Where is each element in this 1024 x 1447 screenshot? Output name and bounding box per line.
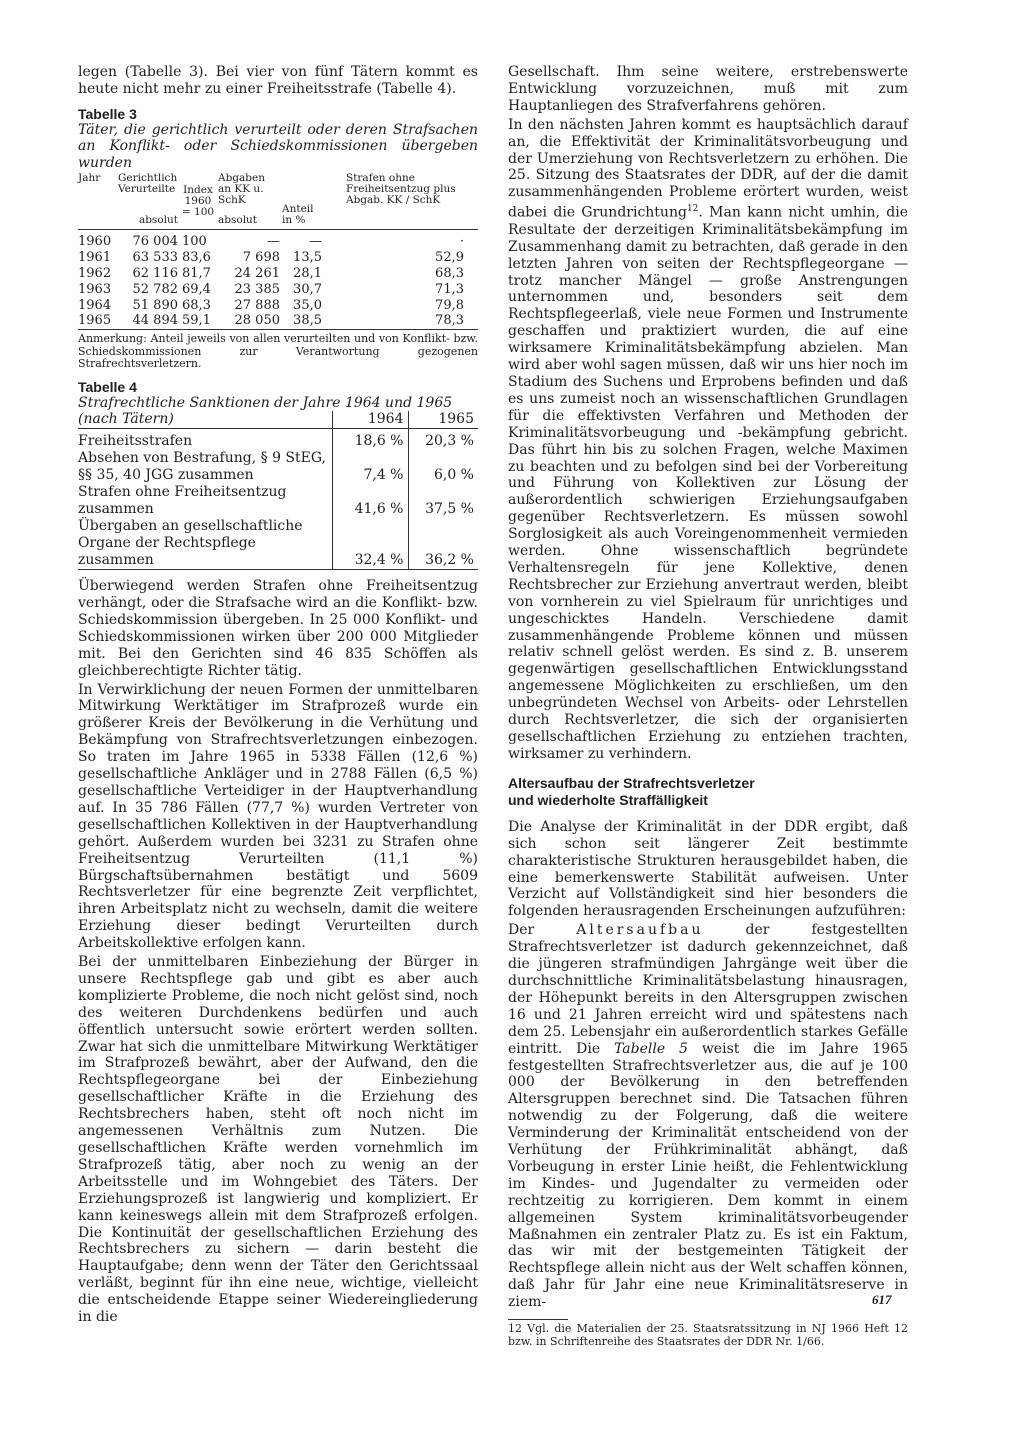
body-paragraph: In Verwirklichung der neuen Formen der unmittelbaren Mitwirkung Werktätiger im Strafprozeß wurde ein größerer Kreis der Bevölkerung in die Verhütung und Bekämpfung von Strafrechtsverletzungen einbezogen. So traten im Jahre 1965 in 5338 Fällen (12,6 %) gesellschaftliche Ankläger und in 2788 Fällen (6,5 %) gesellschaftliche Verteidiger in der Hauptverhandlung auf. In 35 786 Fällen (77,7 %) wurden Vertreter von gesellschaftlichen Kollektiven in der Hauptverhandlung gehört. Außerdem wurden bei 3231 zu Strafen ohne Freiheitsentzug Verurteilten (11,1 %) Bürgschaftsübernahmen bestätigt und 5609 Rechtsverletzer für eine begrenzte Zeit verpflichtet, ihren Arbeitsplatz nicht zu wechseln, damit die weitere Erziehung dieser bedingt Verurteilten durch Arbeitskollektive erfolgen kann.	[78, 681, 478, 952]
table3-cell: 23 385	[234, 281, 280, 297]
table3-cell: 78,3	[435, 313, 464, 329]
table4-header-row	[78, 411, 478, 429]
page-number: 617	[872, 1292, 892, 1307]
body-paragraph: Der Altersaufbau der festgestellten Strafrechtsverletzer ist dadurch gekennzeichnet, daß die jüngeren strafmündigen Jahrgänge weit über die durchschnittliche Kriminalitätsbelastung hinausragen, der Höhepunkt bereits in den Altersgruppen zwischen 16 und 21 Jahren erreicht wird und spätestens nach dem 25. Lebensjahr ein außerordentlich starkes Gefälle eintritt. Die Tabelle 5 weist die im Jahre 1965 festgestellten Strafrechtsverletzer aus, die auf je 100 000 der Bevölkerung in den betreffenden Altersgruppen berechnet sind. Die Tatsachen führen notwendig zu der Folgerung, daß die weitere Verminderung der Kriminalität entscheidend von der Verhütung der Frühkriminalität abhängt, daß Vorbeugung in erster Linie heißt, die Fehlentwicklung im Kindes- und Jugendalter zu vermeiden oder rechtzeitig zu korrigieren. Dem kommt in einem allgemeinen System kriminalitätsvorbeugender Maßnahmen ein zentraler Platz zu. Es ist ein Faktum, das wir mit der bestgemeinten Tätigkeit der Rechtspflege allein nicht aus der Welt schaffen können, daß Jahr für Jahr eine neue Kriminalitätsreserve in ziem-	[508, 922, 908, 1311]
table3-cell: 1961	[78, 250, 112, 266]
table3-cell: 59,1	[182, 313, 211, 329]
body-paragraph: Gesellschaft. Ihm seine weitere, erstrebenswerte Entwicklung vorzuzeichnen, muß mit zum Hauptanliegen des Strafverfahrens gehören.	[508, 64, 908, 114]
table3-header-strafen: Strafen ohne Freiheitsentzug plus Abgab. KK / SchK	[346, 172, 456, 207]
table3-cell: 1962	[78, 265, 112, 281]
table3-caption: Tabelle 3	[78, 105, 137, 122]
intro-paragraph: legen (Tabelle 3). Bei vier von fünf Tätern kommt es heute nicht mehr zu einer Freiheitsstrafe (Tabelle 4).	[78, 64, 478, 97]
table4-value: 32,4 %	[332, 518, 408, 570]
body-paragraph: Bei der unmittelbaren Einbeziehung der Bürger in unsere Rechtspflege gab und gibt es aber auch komplizierte Probleme, die noch nicht gelöst sind, noch des weiteren Durchdenkens bedürfen und auch öffentlich untersucht sowie erörtert werden sollten. Zwar hat sich die unmittelbare Mitwirkung Werktätiger im Strafprozeß bewährt, aber der Aufwand, den die Rechtspflegeorgane bei der Einbeziehung gesellschaftlicher Kräfte in die Erziehung des Rechtsbrechers haben, steht oft noch nicht im angemessenen Verhältnis zum Nutzen. Die gesellschaftlichen Kräfte werden vornehmlich im Strafprozeß tätig, aber noch zu wenig an der Arbeitsstelle und im Wohngebiet des Täters. Der Erziehungsprozeß ist langwierig und kompliziert. Er kann keineswegs allein mit dem Strafprozeß erfolgen. Die Kontinuität der gesellschaftlichen Erziehung des Rechtsbrechers zu sichern — darin besteht die Hauptaufgabe; denn wenn der Täter den Gerichtssaal verläßt, beginnt für ihn eine neue, wichtige, vielleicht die entscheidende Etappe seiner Wiedereingliederung in die	[78, 954, 478, 1326]
table4-header-1964: 1964	[332, 411, 408, 429]
table4-value: 7,4 %	[332, 450, 408, 484]
table3-cell: 51 890	[132, 297, 178, 313]
table3-cell: 7 698	[242, 250, 280, 266]
table3-subtitle: Täter, die gerichtlich verurteilt oder deren Strafsachen an Konflikt- oder Schiedskommissionen übergeben wurden	[78, 121, 478, 171]
table3-cell: ·	[459, 234, 464, 250]
table3-cell: 1965	[78, 313, 112, 329]
table3-cell: 76 004	[132, 234, 178, 250]
table4-value: 37,5 %	[408, 484, 478, 518]
table3-header-jahr: Jahr	[78, 172, 101, 185]
table3-cell: 81,7	[182, 265, 211, 281]
table4-row-label: Absehen von Bestrafung, § 9 StEG, §§ 35, 40 JGG zusammen	[78, 450, 326, 484]
footnote-rule	[508, 1319, 568, 1320]
table4-value: 36,2 %	[408, 518, 478, 570]
table3-cell: 44 894	[132, 313, 178, 329]
table3-header-anteil: Anteil in %	[282, 203, 314, 227]
table3-header-row	[78, 173, 478, 230]
table4-subtitle: Strafrechtliche Sanktionen der Jahre 1964 und 1965	[78, 394, 453, 411]
table4-row-label: Freiheitsstrafen	[78, 433, 193, 450]
footnote: 12 Vgl. die Materialien der 25. Staatsratssitzung in NJ 1966 Heft 12 bzw. in Schriftenreihe des Staatsrates der DDR Nr. 1/66.	[508, 1322, 908, 1348]
table4-subtitle2: (nach Tätern)	[78, 411, 174, 428]
table3-cell: 52,9	[435, 250, 464, 266]
table4-row	[78, 429, 478, 451]
table3-header-verurteilte: Gerichtlich Verurteilte absolut	[118, 172, 178, 227]
footnote-reference: 12	[686, 204, 699, 215]
table3-cell: 68,3	[435, 265, 464, 281]
table3-cell: 62 116	[132, 265, 178, 281]
table3-cell: 71,3	[435, 281, 464, 297]
table3-cell: 24 261	[234, 265, 280, 281]
table3-row	[78, 250, 478, 266]
table3-cell: 28,1	[293, 265, 322, 281]
table3-header-index: Index 1960 = 100	[181, 184, 215, 219]
table3-cell: 69,4	[182, 281, 211, 297]
table4	[78, 411, 478, 570]
table3-cell: 79,8	[435, 297, 464, 313]
right-column	[508, 64, 908, 1348]
table3-cell: 63 533	[132, 250, 178, 266]
table4-row	[78, 450, 478, 484]
table4-value: 20,3 %	[408, 429, 478, 451]
table3-cell: 52 782	[132, 281, 178, 297]
table4-value: 41,6 %	[332, 484, 408, 518]
table3-cell: 30,7	[293, 281, 322, 297]
table4-caption: Tabelle 4	[78, 378, 137, 395]
table4-header-1965: 1965	[408, 411, 478, 429]
body-paragraph: Die Analyse der Kriminalität in der DDR ergibt, daß sich schon seit längerer Zeit bestimmte charakteristische Strukturen herausgebildet haben, die eine bemerkenswerte Stabilität aufweisen. Unter Verzicht auf Vollständigkeit sind hier besonders die folgenden herausragenden Erscheinungen aufzuführen:	[508, 818, 908, 920]
table3-cell: 28 050	[234, 313, 280, 329]
table3-cell: 1963	[78, 281, 112, 297]
section-heading: Altersaufbau der Strafrechtsverletzer und wiederholte Straffälligkeit	[508, 774, 755, 808]
table3-cell: —	[309, 234, 322, 250]
table3-row	[78, 266, 478, 282]
table3-cell: 13,5	[293, 250, 322, 266]
table3-cell: 38,5	[293, 313, 322, 329]
table3-cell: 35,0	[293, 297, 322, 313]
table3-cell: 100	[182, 234, 207, 250]
table3	[78, 173, 478, 330]
body-paragraph: In den nächsten Jahren kommt es hauptsächlich darauf an, die Effektivität der Kriminalitätsvorbeugung und der Umerziehung von Rechtsverletzern zu erhöhen. Die 25. Sitzung des Staatsrates der DDR, auf der die damit zusammenhängenden Probleme erörtert wurden, weist dabei die Grundrichtung$^{12}$. Man kann nicht umhin, die Resultate der derzeitigen Kriminalitätsbekämpfung im Zusammenhang damit zu betrachten, daß gerade in den letzten Jahren von seiten der Rechtspflegeorgane — trotz mancher Mängel — große Anstrengungen unternommen und, besonders seit dem Rechtspflegeerlaß, viele neue Formen und Instrumente geschaffen und praktiziert wurden, die auf eine wirksamere Kriminalitätsbekämpfung abzielen. Man wird aber wohl sagen müssen, daß wir uns hier noch im Stadium des Suchens und Erprobens befinden und daß es uns zumeist noch an wissenschaftlichen Grundlagen für die effektivsten Verfahren und Methoden der Kriminalitätsvorbeugung und -bekämpfung gebricht. Das führt hin bis zu solchen Fragen, welche Maximen zu beachten und zu befolgen sind bei der Vorbereitung und Führung von Kollektiven zur Lösung der außerordentlich schwierigen Erziehungsaufgaben gegenüber Rechtsverletzern. Es müssen sowohl Sorglosigkeit als auch Voreingenommenheit vermieden werden. Ohne wissenschaftlich begründete Verhaltensregeln für jene Kollektive, denen Rechtsbrecher zur Erziehung anvertraut werden, bleibt von vornherein zu viel Spielraum für unrichtiges und ungeschicktes Handeln. Verschiedene damit zusammenhängende Probleme können und müssen relativ schnell gelöst werden. Es sind z. B. unserem gegenwärtigen gesellschaftlichen Entwicklungsstand angemessene Möglichkeiten zu erschließen, um den unbegründeten Wechsel von Arbeits- oder Lehrstellen durch Rechtsverletzer, die sich der organisierten gesellschaftlichen Erziehung zu entziehen trachten, wirksamer zu verhindern.	[508, 116, 908, 762]
table3-note: Anmerkung: Anteil jeweils von allen verurteilten und von Konflikt- bzw. Schiedskommissionen zur Verantwortung gezogenen Strafrechtsverletzern.	[78, 332, 478, 371]
table3-row	[78, 313, 478, 329]
table3-cell: —	[267, 234, 280, 250]
table4-value: 6,0 %	[408, 450, 478, 484]
table4-row-label: Übergaben an gesellschaftliche Organe der Rechtspflege zusammen	[78, 518, 303, 569]
table3-cell: 27 888	[234, 297, 280, 313]
body-paragraph: Überwiegend werden Strafen ohne Freiheitsentzug verhängt, oder die Strafsache wird an die Konflikt- bzw. Schiedskommission übergeben. In 25 000 Konflikt- und Schiedskommissionen wirken über 200 000 Mitglieder mit. Bei den Gerichten sind 46 835 Schöffen als gleichberechtigte Richter tätig.	[78, 578, 478, 679]
left-column	[78, 64, 478, 1328]
table3-cell: 83,6	[182, 250, 211, 266]
table3-header-abgaben: Abgaben an KK u. SchK absolut	[218, 172, 265, 227]
table3-cell: 1964	[78, 297, 112, 313]
table3-row	[78, 298, 478, 314]
table4-row	[78, 518, 478, 570]
table3-cell: 1960	[78, 234, 112, 250]
table4-value: 18,6 %	[332, 429, 408, 451]
table4-row	[78, 484, 478, 518]
table3-cell: 68,3	[182, 297, 211, 313]
table4-row-label: Strafen ohne Freiheitsentzug zusammen	[78, 484, 287, 518]
table3-row	[78, 282, 478, 298]
table3-row	[78, 230, 478, 250]
